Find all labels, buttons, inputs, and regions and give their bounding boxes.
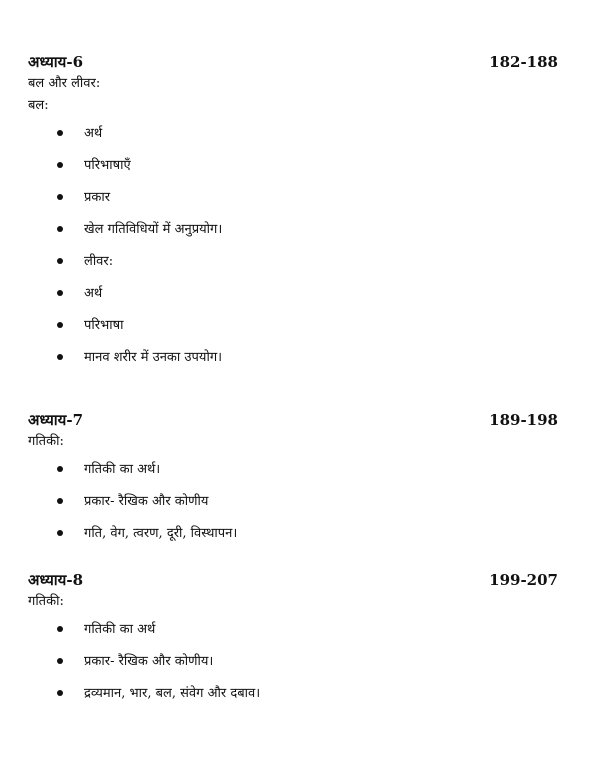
list-item [28,674,558,706]
chapter-8 [28,570,558,706]
chapter-6 [28,52,558,370]
bullet-icon [57,290,63,296]
list-item-text: प्रकार [84,190,111,205]
list-item-text: गति, वेग, त्वरण, दूरी, विस्थापन। [84,526,238,541]
bullet-icon [57,258,63,264]
bullet-list [28,450,558,546]
list-item-text: प्रकार- रैखिक और कोणीय। [84,654,214,669]
bullet-icon [57,162,63,168]
chapter-title: अध्याय-8 [28,571,84,589]
section-heading: गतिकी: [28,434,64,449]
list-item [28,610,558,642]
chapter-page-range: 189-198 [489,411,558,429]
bullet-icon [57,530,63,536]
list-item-text: खेल गतिविधियों में अनुप्रयोग। [84,222,223,237]
list-item-text: लीवर: [84,254,114,269]
list-item [28,178,558,210]
section-heading: बल: [28,98,49,113]
chapter-header [28,570,558,592]
chapter-title: अध्याय-6 [28,53,84,71]
list-item-text: परिभाषाएँ [84,158,131,173]
list-item [28,514,558,546]
list-item-text: अर्थ [84,126,103,141]
list-item-text: प्रकार- रैखिक और कोणीय [84,494,209,509]
bullet-list [28,114,558,370]
list-item [28,242,558,274]
list-item-text: द्रव्यमान, भार, बल, संवेग और दबाव। [84,686,261,701]
bullet-icon [57,130,63,136]
section-heading: बल और लीवर: [28,76,101,91]
list-item [28,274,558,306]
bullet-icon [57,658,63,664]
list-item-text: गतिकी का अर्थ [84,622,156,637]
list-item-text: अर्थ [84,286,103,301]
chapter-page-range: 182-188 [489,53,558,71]
bullet-icon [57,690,63,696]
list-item-text: मानव शरीर में उनका उपयोग। [84,350,223,365]
bullet-icon [57,466,63,472]
list-item [28,306,558,338]
chapter-header [28,52,558,74]
bullet-icon [57,626,63,632]
bullet-icon [57,498,63,504]
list-item [28,210,558,242]
list-item [28,146,558,178]
list-item [28,642,558,674]
list-item [28,338,558,370]
bullet-icon [57,194,63,200]
list-item [28,450,558,482]
chapter-title: अध्याय-7 [28,411,84,429]
list-item-text: गतिकी का अर्थ। [84,462,161,477]
chapter-page-range: 199-207 [489,571,558,589]
chapter-7 [28,410,558,546]
section-heading: गतिकी: [28,594,64,609]
list-item-text: परिभाषा [84,318,124,333]
bullet-list [28,610,558,706]
list-item [28,482,558,514]
list-item [28,114,558,146]
bullet-icon [57,354,63,360]
bullet-icon [57,322,63,328]
bullet-icon [57,226,63,232]
chapter-header [28,410,558,432]
